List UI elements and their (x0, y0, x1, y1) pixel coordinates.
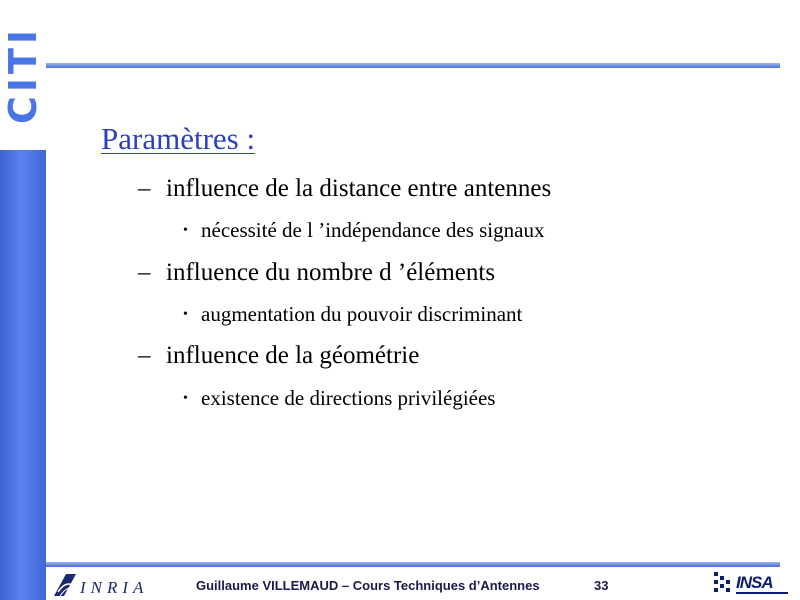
inria-logo-text: INRIA (80, 578, 149, 597)
citi-logo (0, 0, 46, 150)
dot-marker: • (183, 307, 188, 322)
sub-bullet-label: augmentation du pouvoir discriminant (201, 302, 523, 326)
bullet-item-1 (138, 175, 551, 203)
sub-bullet-item-1 (183, 218, 544, 243)
bullet-item-2 (138, 259, 495, 287)
sidebar-bar (0, 0, 46, 600)
dot-marker: • (183, 223, 188, 238)
dash-marker: – (138, 175, 151, 202)
dash-marker: – (138, 342, 151, 369)
footer-text: Guillaume VILLEMAUD – Cours Techniques d’Antennes (196, 578, 540, 593)
slide-title: Paramètres : (101, 121, 256, 156)
top-divider (46, 63, 780, 68)
sub-bullet-label: existence de directions privilégiées (201, 386, 496, 410)
sub-bullet-label: nécessité de l ’indépendance des signaux (201, 218, 545, 242)
sub-bullet-item-3 (183, 386, 495, 411)
bullet-item-3 (138, 342, 419, 370)
citi-logo-text: CITI (1, 25, 45, 125)
bullet-label: influence du nombre d ’éléments (166, 259, 496, 286)
page-number: 33 (594, 578, 609, 593)
dash-marker: – (138, 259, 151, 286)
sub-bullet-item-2 (183, 302, 522, 327)
dot-marker: • (183, 391, 188, 406)
bullet-label: influence de la distance entre antennes (166, 175, 552, 202)
bottom-divider (46, 562, 780, 567)
insa-logo-text: INSA (736, 573, 773, 592)
bullet-label: influence de la géométrie (166, 342, 420, 369)
